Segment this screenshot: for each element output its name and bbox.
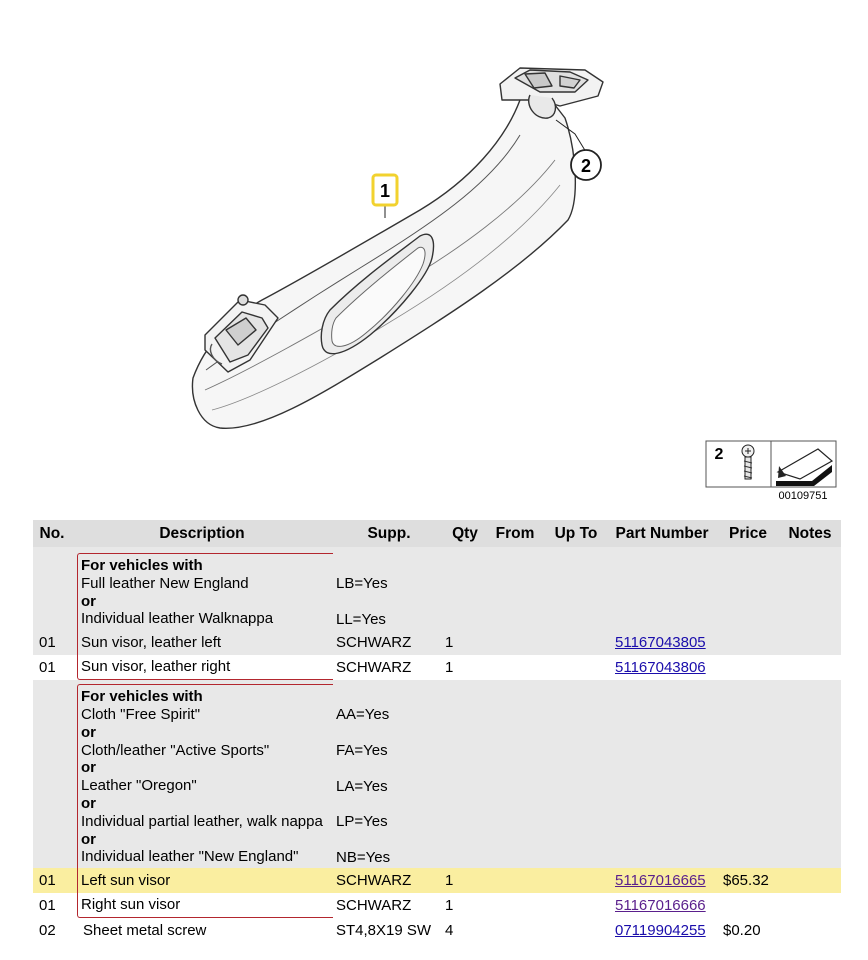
condition-code: NB=Yes bbox=[336, 848, 391, 866]
item-supp: SCHWARZ bbox=[333, 868, 445, 893]
item-qty: 1 bbox=[445, 630, 485, 655]
item-qty: 1 bbox=[445, 655, 485, 680]
condition-option: Cloth "Free Spirit" bbox=[81, 705, 201, 723]
screw-legend-box bbox=[706, 441, 836, 487]
table-row bbox=[33, 630, 841, 655]
col-header-qty: Qty bbox=[445, 520, 485, 547]
item-supp: SCHWARZ bbox=[333, 893, 445, 918]
condition-or: or bbox=[81, 794, 96, 812]
col-header-from: From bbox=[485, 520, 545, 547]
condition-option: Individual partial leather, walk nappa bbox=[81, 812, 323, 830]
item-qty: 4 bbox=[445, 918, 485, 943]
item-price: $0.20 bbox=[717, 918, 779, 943]
condition-or: or bbox=[81, 723, 96, 741]
condition-code: LA=Yes bbox=[336, 777, 388, 795]
sun-visor-drawing bbox=[192, 68, 603, 428]
part-number-link[interactable]: 07119904255 bbox=[615, 922, 706, 940]
condition-option: Full leather New England bbox=[81, 574, 249, 592]
condition-or: or bbox=[81, 759, 96, 777]
item-qty: 1 bbox=[445, 893, 485, 918]
col-header-no: No. bbox=[33, 520, 71, 547]
condition-option: Individual leather "New England" bbox=[81, 848, 299, 866]
condition-heading: For vehicles with bbox=[81, 557, 203, 574]
item-price: $65.32 bbox=[717, 868, 779, 893]
item-no: 02 bbox=[33, 918, 71, 943]
item-price bbox=[717, 893, 779, 918]
part-number-link[interactable]: 51167016665 bbox=[615, 872, 706, 890]
part-number-link[interactable]: 51167043806 bbox=[615, 659, 706, 677]
item-description: Sun visor, leather left bbox=[77, 630, 333, 655]
legend-number: 2 bbox=[714, 446, 724, 463]
part-number-link[interactable]: 51167016666 bbox=[615, 897, 706, 915]
col-header-description: Description bbox=[71, 520, 333, 547]
item-description: Left sun visor bbox=[77, 868, 333, 893]
condition-code: LP=Yes bbox=[336, 813, 388, 831]
condition-code: LB=Yes bbox=[336, 575, 388, 593]
condition-or: or bbox=[81, 830, 96, 848]
condition-heading: For vehicles with bbox=[81, 688, 203, 706]
table-row bbox=[33, 918, 841, 943]
part-number-link[interactable]: 51167043805 bbox=[615, 634, 706, 652]
item-no: 01 bbox=[33, 655, 71, 680]
callout-1[interactable] bbox=[373, 175, 397, 205]
table-row bbox=[33, 893, 841, 918]
callout-2-label: 2 bbox=[580, 156, 592, 176]
condition-or: or bbox=[81, 592, 96, 610]
item-supp: SCHWARZ bbox=[333, 655, 445, 680]
item-description: Right sun visor bbox=[77, 893, 333, 918]
col-header-part-number: Part Number bbox=[607, 520, 717, 547]
item-price bbox=[717, 655, 779, 680]
parts-table bbox=[33, 520, 841, 943]
col-header-notes: Notes bbox=[779, 520, 841, 547]
item-qty: 1 bbox=[445, 868, 485, 893]
item-supp: SCHWARZ bbox=[333, 630, 445, 655]
callout-2[interactable] bbox=[571, 150, 601, 180]
item-no: 01 bbox=[33, 868, 71, 893]
item-description: Sheet metal screw bbox=[71, 918, 333, 943]
col-header-supp: Supp. bbox=[333, 520, 445, 547]
condition-block-leather bbox=[33, 547, 841, 630]
condition-option: Leather "Oregon" bbox=[81, 777, 197, 795]
col-header-price: Price bbox=[717, 520, 779, 547]
condition-block-cloth bbox=[33, 680, 841, 868]
item-no: 01 bbox=[33, 893, 71, 918]
item-description: Sun visor, leather right bbox=[77, 655, 333, 680]
callout-1-label: 1 bbox=[379, 181, 391, 201]
table-row bbox=[33, 655, 841, 680]
condition-code: LL=Yes bbox=[336, 610, 386, 628]
item-supp: ST4,8X19 SW bbox=[333, 918, 445, 943]
item-price bbox=[717, 630, 779, 655]
diagram-image-id: 00109751 bbox=[778, 490, 828, 502]
table-row bbox=[33, 868, 841, 893]
item-no: 01 bbox=[33, 630, 71, 655]
table-header-row bbox=[33, 520, 841, 547]
condition-code: FA=Yes bbox=[336, 742, 388, 760]
condition-option: Individual leather Walknappa bbox=[81, 610, 274, 628]
col-header-up-to: Up To bbox=[545, 520, 607, 547]
condition-code: AA=Yes bbox=[336, 706, 390, 724]
condition-option: Cloth/leather "Active Sports" bbox=[81, 741, 270, 759]
